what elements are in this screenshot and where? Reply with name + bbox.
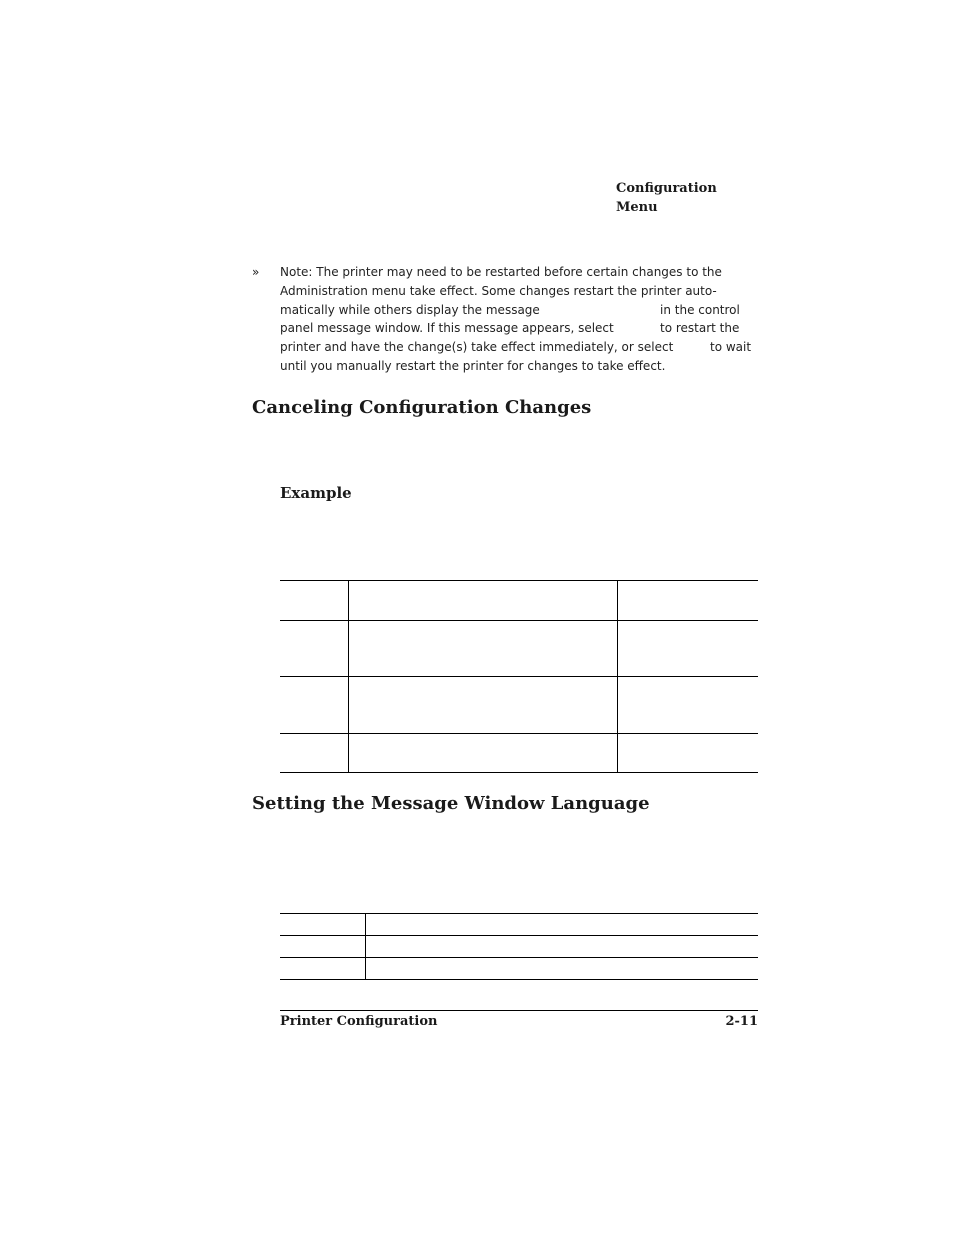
note-text: Note: The printer may need to be restarted before certain changes to the (280, 265, 722, 279)
note-line (280, 263, 758, 282)
note-text: Administration menu take effect. Some changes restart the printer auto- (280, 283, 717, 298)
note-text: matically while others display the message (280, 302, 540, 317)
table-rule (280, 979, 758, 980)
footer-rule (280, 1010, 758, 1011)
note-text: in the control (660, 302, 740, 317)
note-line (280, 301, 758, 320)
table-rule (280, 580, 758, 581)
table-rule (280, 957, 758, 958)
note-line (280, 282, 758, 301)
example-heading: Example (280, 484, 352, 502)
running-head-line2: Menu (616, 200, 658, 215)
table-column-divider (617, 580, 618, 773)
note-line (280, 338, 758, 357)
note-text: to restart the (660, 321, 740, 336)
section-heading-language: Setting the Message Window Language (252, 793, 650, 814)
table-column-divider (348, 580, 349, 773)
table-rule (280, 772, 758, 773)
table-rule (280, 676, 758, 677)
running-head-line1: Configuration (616, 181, 717, 196)
note-line (280, 319, 758, 338)
table-rule (280, 935, 758, 936)
note-text: panel message window. If this message appears, select (280, 321, 614, 336)
footer-title: Printer Configuration (280, 1014, 438, 1029)
table-rule (280, 913, 758, 914)
procedure-table (280, 580, 758, 773)
section-heading-canceling: Canceling Configuration Changes (252, 397, 592, 418)
table-rule (280, 620, 758, 621)
note-block (280, 263, 758, 376)
table-column-divider (365, 913, 366, 979)
note-marker: » (252, 265, 260, 279)
note-text: printer and have the change(s) take effect immediately, or select (280, 340, 674, 355)
note-text: to wait (710, 340, 752, 355)
note-text: until you manually restart the printer for changes to take effect. (280, 358, 666, 373)
table-rule (280, 733, 758, 734)
note-line (280, 357, 758, 376)
language-table (280, 913, 758, 980)
running-head (616, 179, 756, 217)
page-number: 2-11 (725, 1014, 758, 1029)
